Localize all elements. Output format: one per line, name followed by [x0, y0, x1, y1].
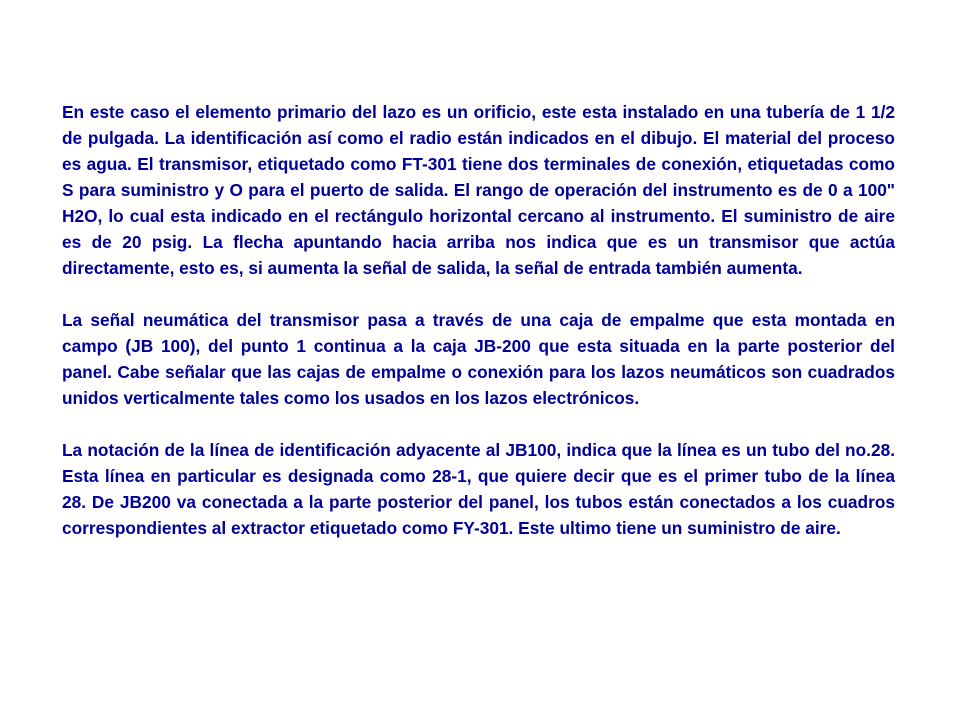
paragraph-pneumatic-signal: La señal neumática del transmisor pasa a través de una caja de empalme que esta montada en campo (JB 100), del punto 1 continua a la caja JB-200 que esta situada en la parte posterior del panel. Cabe señalar que las cajas de empalme o conexión para los lazos neumáticos son cuadrados unidos verticalmente tales como los usados en los lazos electrónicos. — [62, 310, 895, 408]
body-text — [62, 99, 895, 541]
paragraph-orifice-transmitter: En este caso el elemento primario del lazo es un orificio, este esta instalado en una tubería de 1 1/2 de pulgada. La identificación así como el radio están indicados en el dibujo. El material del proceso es agua. El transmisor, etiquetado como FT-301 tiene dos terminales de conexión, etiquetadas como S para suministro y O para el puerto de salida. El rango de operación del instrumento es de 0 a 100" H2O, lo cual esta indicado en el rectángulo horizontal cercano al instrumento. El suministro de aire es de 20 psig. La flecha apuntando hacia arriba nos indica que es un transmisor que actúa directamente, esto es, si aumenta la señal de salida, la señal de entrada también aumenta. — [62, 102, 895, 278]
paragraph-line-notation: La notación de la línea de identificación adyacente al JB100, indica que la línea es un tubo del no.28. Esta línea en particular es designada como 28-1, que quiere decir que es el primer tubo de la línea 28. De JB200 va conectada a la parte posterior del panel, los tubos están conectados a los cuadros correspondientes al extractor etiquetado como FY-301. Este ultimo tiene un suministro de aire. — [62, 440, 895, 538]
